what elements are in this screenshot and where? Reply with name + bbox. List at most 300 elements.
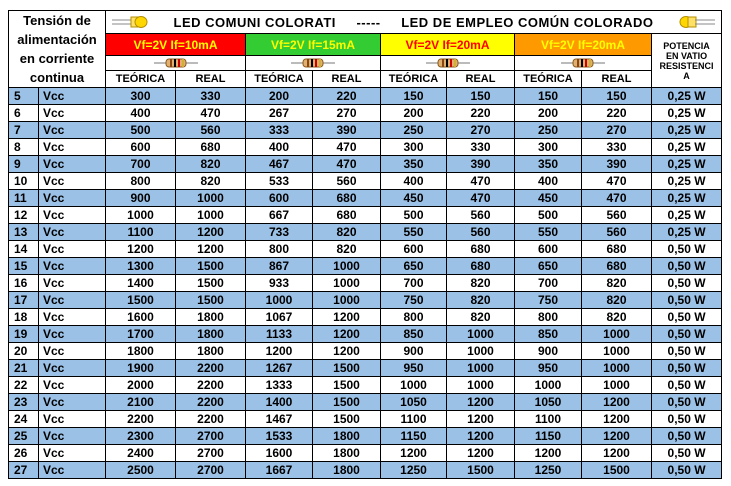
resistance-theoretical: 900	[515, 343, 582, 360]
voltage-unit: Vcc	[39, 190, 106, 207]
resistance-real: 1800	[313, 445, 381, 462]
resistance-real: 820	[313, 224, 381, 241]
resistance-theoretical: 500	[106, 122, 176, 139]
resistance-real: 270	[582, 122, 652, 139]
resistance-real: 1200	[447, 445, 515, 462]
resistance-theoretical: 1067	[246, 309, 313, 326]
resistance-real: 560	[582, 224, 652, 241]
resistor-icon	[426, 58, 470, 68]
resistance-real: 1200	[313, 309, 381, 326]
resistor-cell	[106, 56, 246, 71]
resistance-real: 1000	[176, 207, 246, 224]
resistance-theoretical: 700	[106, 156, 176, 173]
resistance-real: 820	[447, 275, 515, 292]
voltage-value: 14	[9, 241, 39, 258]
power-value: 0,50 W	[652, 275, 722, 292]
resistance-real: 1500	[582, 462, 652, 479]
voltage-value: 17	[9, 292, 39, 309]
resistance-theoretical: 1400	[246, 394, 313, 411]
voltage-header	[9, 11, 106, 88]
resistance-real: 2700	[176, 462, 246, 479]
voltage-value: 27	[9, 462, 39, 479]
resistance-real: 1000	[582, 360, 652, 377]
resistance-theoretical: 600	[381, 241, 447, 258]
voltage-unit: Vcc	[39, 343, 106, 360]
resistance-theoretical: 1133	[246, 326, 313, 343]
voltage-value: 9	[9, 156, 39, 173]
col-header-real: REAL	[313, 71, 381, 88]
resistance-theoretical: 867	[246, 258, 313, 275]
resistance-theoretical: 2100	[106, 394, 176, 411]
resistance-theoretical: 450	[381, 190, 447, 207]
col-header-teorica: TEÓRICA	[106, 71, 176, 88]
resistance-real: 1500	[313, 360, 381, 377]
voltage-value: 8	[9, 139, 39, 156]
table-row	[9, 343, 722, 360]
power-header-line: EN VATIO	[665, 50, 708, 61]
col-header-real: REAL	[447, 71, 515, 88]
power-value: 0,50 W	[652, 241, 722, 258]
group-header-20ma-orange: Vf=2V If=20mA	[515, 34, 652, 56]
resistance-real: 1500	[447, 462, 515, 479]
resistance-real: 1000	[582, 377, 652, 394]
resistance-real: 1000	[447, 343, 515, 360]
resistance-real: 1000	[447, 377, 515, 394]
resistance-theoretical: 333	[246, 122, 313, 139]
power-value: 0,50 W	[652, 292, 722, 309]
resistance-real: 680	[313, 207, 381, 224]
table-row	[9, 207, 722, 224]
voltage-unit: Vcc	[39, 224, 106, 241]
resistance-real: 2200	[176, 360, 246, 377]
resistance-real: 470	[582, 173, 652, 190]
resistance-theoretical: 2500	[106, 462, 176, 479]
resistance-theoretical: 400	[381, 173, 447, 190]
resistance-real: 1800	[176, 343, 246, 360]
power-value: 0,50 W	[652, 445, 722, 462]
resistance-real: 1800	[313, 462, 381, 479]
power-value: 0,50 W	[652, 377, 722, 394]
resistance-real: 820	[447, 309, 515, 326]
resistance-real: 1200	[582, 394, 652, 411]
resistance-real: 150	[582, 88, 652, 105]
table-row	[9, 122, 722, 139]
voltage-value: 5	[9, 88, 39, 105]
table-row	[9, 258, 722, 275]
table-row	[9, 326, 722, 343]
resistance-theoretical: 1467	[246, 411, 313, 428]
resistance-theoretical: 1900	[106, 360, 176, 377]
power-value: 0,50 W	[652, 309, 722, 326]
resistance-theoretical: 250	[515, 122, 582, 139]
voltage-header-line: Tensión de	[23, 13, 91, 28]
table-row	[9, 156, 722, 173]
resistance-real: 470	[582, 190, 652, 207]
resistance-theoretical: 1000	[515, 377, 582, 394]
resistance-theoretical: 850	[515, 326, 582, 343]
resistance-real: 470	[313, 156, 381, 173]
col-header-real: REAL	[176, 71, 246, 88]
resistance-real: 680	[582, 258, 652, 275]
resistance-theoretical: 150	[381, 88, 447, 105]
resistance-theoretical: 533	[246, 173, 313, 190]
voltage-value: 6	[9, 105, 39, 122]
voltage-value: 24	[9, 411, 39, 428]
resistance-real: 1800	[313, 428, 381, 445]
resistance-theoretical: 1600	[106, 309, 176, 326]
resistance-real: 1200	[582, 411, 652, 428]
resistance-theoretical: 400	[106, 105, 176, 122]
voltage-unit: Vcc	[39, 156, 106, 173]
group-header-20ma-yellow: Vf=2V If=20mA	[381, 34, 515, 56]
resistance-theoretical: 933	[246, 275, 313, 292]
table-row	[9, 309, 722, 326]
resistance-real: 1500	[176, 292, 246, 309]
resistance-theoretical: 350	[515, 156, 582, 173]
resistance-real: 470	[447, 173, 515, 190]
resistance-real: 820	[313, 241, 381, 258]
table-row	[9, 411, 722, 428]
resistor-cell	[246, 56, 381, 71]
voltage-unit: Vcc	[39, 462, 106, 479]
table-row	[9, 394, 722, 411]
resistance-real: 1000	[582, 326, 652, 343]
table-row	[9, 445, 722, 462]
resistance-real: 1800	[176, 326, 246, 343]
resistance-theoretical: 800	[515, 309, 582, 326]
resistance-theoretical: 1533	[246, 428, 313, 445]
resistance-theoretical: 650	[381, 258, 447, 275]
voltage-value: 13	[9, 224, 39, 241]
resistance-theoretical: 1200	[515, 445, 582, 462]
voltage-value: 10	[9, 173, 39, 190]
resistance-real: 820	[582, 275, 652, 292]
col-header-teorica: TEÓRICA	[381, 71, 447, 88]
voltage-header-line: en corriente	[19, 51, 95, 66]
power-header-line: A	[683, 70, 690, 81]
voltage-value: 21	[9, 360, 39, 377]
led-resistor-table-wrapper	[8, 10, 722, 479]
resistance-theoretical: 950	[381, 360, 447, 377]
table-row	[9, 275, 722, 292]
voltage-value: 20	[9, 343, 39, 360]
resistance-real: 220	[313, 88, 381, 105]
power-value: 0,50 W	[652, 258, 722, 275]
resistance-real: 2700	[176, 428, 246, 445]
resistance-theoretical: 1150	[515, 428, 582, 445]
resistance-real: 2700	[176, 445, 246, 462]
voltage-header-line: alimentación	[17, 32, 97, 47]
power-value: 0,25 W	[652, 224, 722, 241]
resistance-theoretical: 733	[246, 224, 313, 241]
resistance-real: 1200	[582, 428, 652, 445]
voltage-value: 26	[9, 445, 39, 462]
resistance-real: 680	[582, 241, 652, 258]
resistance-real: 1000	[447, 326, 515, 343]
resistance-real: 1500	[313, 411, 381, 428]
resistance-theoretical: 2400	[106, 445, 176, 462]
resistance-real: 560	[447, 207, 515, 224]
resistance-real: 330	[447, 139, 515, 156]
power-value: 0,50 W	[652, 462, 722, 479]
resistance-theoretical: 1200	[106, 241, 176, 258]
table-row	[9, 360, 722, 377]
power-value: 0,25 W	[652, 122, 722, 139]
voltage-unit: Vcc	[39, 139, 106, 156]
voltage-value: 23	[9, 394, 39, 411]
resistance-theoretical: 550	[515, 224, 582, 241]
resistance-theoretical: 1267	[246, 360, 313, 377]
voltage-unit: Vcc	[39, 241, 106, 258]
resistance-real: 390	[313, 122, 381, 139]
voltage-value: 11	[9, 190, 39, 207]
resistance-real: 2200	[176, 411, 246, 428]
resistance-real: 820	[582, 292, 652, 309]
col-header-teorica: TEÓRICA	[246, 71, 313, 88]
resistance-real: 220	[447, 105, 515, 122]
voltage-unit: Vcc	[39, 207, 106, 224]
power-header-line: POTENCIA	[663, 40, 710, 51]
resistance-theoretical: 267	[246, 105, 313, 122]
resistance-theoretical: 467	[246, 156, 313, 173]
resistance-theoretical: 800	[106, 173, 176, 190]
resistance-theoretical: 1700	[106, 326, 176, 343]
resistance-theoretical: 200	[381, 105, 447, 122]
resistance-real: 560	[447, 224, 515, 241]
resistance-theoretical: 750	[381, 292, 447, 309]
table-row	[9, 224, 722, 241]
resistance-theoretical: 1150	[381, 428, 447, 445]
group-header-10ma: Vf=2V If=10mA	[106, 34, 246, 56]
table-row	[9, 105, 722, 122]
resistance-theoretical: 900	[381, 343, 447, 360]
resistance-theoretical: 2300	[106, 428, 176, 445]
resistor-cell	[515, 56, 652, 71]
col-header-real: REAL	[582, 71, 652, 88]
table-row	[9, 377, 722, 394]
voltage-unit: Vcc	[39, 360, 106, 377]
resistance-real: 1200	[447, 394, 515, 411]
resistance-theoretical: 650	[515, 258, 582, 275]
resistance-real: 270	[313, 105, 381, 122]
voltage-unit: Vcc	[39, 292, 106, 309]
power-value: 0,25 W	[652, 139, 722, 156]
resistance-theoretical: 2000	[106, 377, 176, 394]
resistance-theoretical: 700	[515, 275, 582, 292]
resistance-theoretical: 1100	[381, 411, 447, 428]
resistance-real: 680	[313, 190, 381, 207]
resistance-real: 270	[447, 122, 515, 139]
resistance-real: 390	[447, 156, 515, 173]
resistance-real: 1500	[176, 258, 246, 275]
voltage-unit: Vcc	[39, 122, 106, 139]
voltage-unit: Vcc	[39, 275, 106, 292]
resistance-real: 820	[176, 173, 246, 190]
resistance-real: 470	[176, 105, 246, 122]
group-header-15ma: Vf=2V If=15mA	[246, 34, 381, 56]
resistance-theoretical: 1000	[106, 207, 176, 224]
resistance-theoretical: 200	[246, 88, 313, 105]
resistance-theoretical: 1400	[106, 275, 176, 292]
resistance-theoretical: 300	[106, 88, 176, 105]
table-row	[9, 173, 722, 190]
resistance-real: 150	[447, 88, 515, 105]
voltage-unit: Vcc	[39, 309, 106, 326]
resistance-theoretical: 1600	[246, 445, 313, 462]
resistance-real: 820	[582, 309, 652, 326]
voltage-header-line: continua	[29, 70, 85, 85]
voltage-unit: Vcc	[39, 173, 106, 190]
power-value: 0,25 W	[652, 173, 722, 190]
table-row	[9, 428, 722, 445]
table-row	[9, 462, 722, 479]
power-value: 0,50 W	[652, 360, 722, 377]
resistance-theoretical: 300	[515, 139, 582, 156]
resistance-real: 2200	[176, 394, 246, 411]
resistance-theoretical: 350	[381, 156, 447, 173]
resistance-real: 560	[176, 122, 246, 139]
power-value: 0,25 W	[652, 190, 722, 207]
voltage-value: 18	[9, 309, 39, 326]
resistance-real: 1200	[313, 326, 381, 343]
voltage-unit: Vcc	[39, 377, 106, 394]
power-value: 0,50 W	[652, 343, 722, 360]
resistance-theoretical: 1250	[381, 462, 447, 479]
resistance-theoretical: 2200	[106, 411, 176, 428]
resistance-real: 470	[447, 190, 515, 207]
resistance-theoretical: 1000	[381, 377, 447, 394]
led-icon	[112, 15, 148, 29]
resistance-real: 1500	[313, 394, 381, 411]
resistance-theoretical: 700	[381, 275, 447, 292]
resistance-real: 330	[582, 139, 652, 156]
resistance-real: 1000	[313, 275, 381, 292]
resistance-theoretical: 1000	[246, 292, 313, 309]
resistance-real: 1200	[582, 445, 652, 462]
resistance-theoretical: 1250	[515, 462, 582, 479]
resistance-theoretical: 800	[381, 309, 447, 326]
voltage-value: 12	[9, 207, 39, 224]
resistance-real: 1000	[447, 360, 515, 377]
resistance-theoretical: 300	[381, 139, 447, 156]
power-value: 0,50 W	[652, 326, 722, 343]
table-row	[9, 139, 722, 156]
title-separator: -----	[356, 14, 381, 30]
resistance-theoretical: 1200	[246, 343, 313, 360]
voltage-unit: Vcc	[39, 326, 106, 343]
resistance-theoretical: 550	[381, 224, 447, 241]
voltage-unit: Vcc	[39, 445, 106, 462]
power-header	[652, 34, 722, 88]
resistance-theoretical: 400	[515, 173, 582, 190]
resistance-real: 1500	[313, 377, 381, 394]
resistance-real: 1200	[176, 224, 246, 241]
resistance-theoretical: 400	[246, 139, 313, 156]
voltage-unit: Vcc	[39, 258, 106, 275]
voltage-value: 16	[9, 275, 39, 292]
voltage-unit: Vcc	[39, 428, 106, 445]
resistance-theoretical: 500	[515, 207, 582, 224]
table-row	[9, 292, 722, 309]
power-value: 0,50 W	[652, 411, 722, 428]
resistance-theoretical: 1100	[515, 411, 582, 428]
resistance-theoretical: 600	[106, 139, 176, 156]
table-row	[9, 88, 722, 105]
resistance-theoretical: 150	[515, 88, 582, 105]
resistance-real: 1500	[176, 275, 246, 292]
resistance-real: 1200	[313, 343, 381, 360]
title-spanish: LED DE EMPLEO COMÚN COLORADO	[401, 14, 654, 30]
resistor-cell	[381, 56, 515, 71]
resistance-real: 680	[447, 241, 515, 258]
voltage-unit: Vcc	[39, 394, 106, 411]
resistance-theoretical: 200	[515, 105, 582, 122]
resistance-theoretical: 950	[515, 360, 582, 377]
led-resistor-table	[8, 10, 722, 479]
resistance-theoretical: 1333	[246, 377, 313, 394]
table-row	[9, 241, 722, 258]
table-row	[9, 190, 722, 207]
resistance-real: 1000	[582, 343, 652, 360]
resistance-theoretical: 1050	[515, 394, 582, 411]
resistance-theoretical: 667	[246, 207, 313, 224]
resistance-real: 220	[582, 105, 652, 122]
resistor-icon	[154, 58, 198, 68]
power-value: 0,25 W	[652, 207, 722, 224]
voltage-unit: Vcc	[39, 411, 106, 428]
resistance-theoretical: 450	[515, 190, 582, 207]
power-value: 0,25 W	[652, 156, 722, 173]
resistance-theoretical: 600	[246, 190, 313, 207]
resistance-real: 560	[582, 207, 652, 224]
resistance-theoretical: 1050	[381, 394, 447, 411]
resistance-real: 390	[582, 156, 652, 173]
resistance-real: 820	[176, 156, 246, 173]
resistance-theoretical: 1667	[246, 462, 313, 479]
voltage-unit: Vcc	[39, 105, 106, 122]
resistance-real: 1000	[176, 190, 246, 207]
led-icon	[679, 15, 715, 29]
voltage-value: 19	[9, 326, 39, 343]
resistance-theoretical: 1200	[381, 445, 447, 462]
power-value: 0,50 W	[652, 394, 722, 411]
voltage-value: 15	[9, 258, 39, 275]
resistance-theoretical: 1100	[106, 224, 176, 241]
resistance-real: 1800	[176, 309, 246, 326]
voltage-value: 7	[9, 122, 39, 139]
resistance-real: 560	[313, 173, 381, 190]
resistance-real: 1200	[447, 411, 515, 428]
power-value: 0,25 W	[652, 88, 722, 105]
resistance-theoretical: 500	[381, 207, 447, 224]
voltage-unit: Vcc	[39, 88, 106, 105]
resistance-real: 330	[176, 88, 246, 105]
resistance-theoretical: 1800	[106, 343, 176, 360]
resistance-real: 1000	[313, 258, 381, 275]
resistance-theoretical: 1300	[106, 258, 176, 275]
resistance-real: 2200	[176, 377, 246, 394]
table-title	[106, 11, 722, 34]
resistance-real: 1200	[447, 428, 515, 445]
resistance-theoretical: 250	[381, 122, 447, 139]
voltage-value: 25	[9, 428, 39, 445]
power-value: 0,50 W	[652, 428, 722, 445]
resistance-theoretical: 750	[515, 292, 582, 309]
resistance-real: 680	[176, 139, 246, 156]
resistor-icon	[561, 58, 605, 68]
resistance-theoretical: 850	[381, 326, 447, 343]
resistor-icon	[291, 58, 335, 68]
